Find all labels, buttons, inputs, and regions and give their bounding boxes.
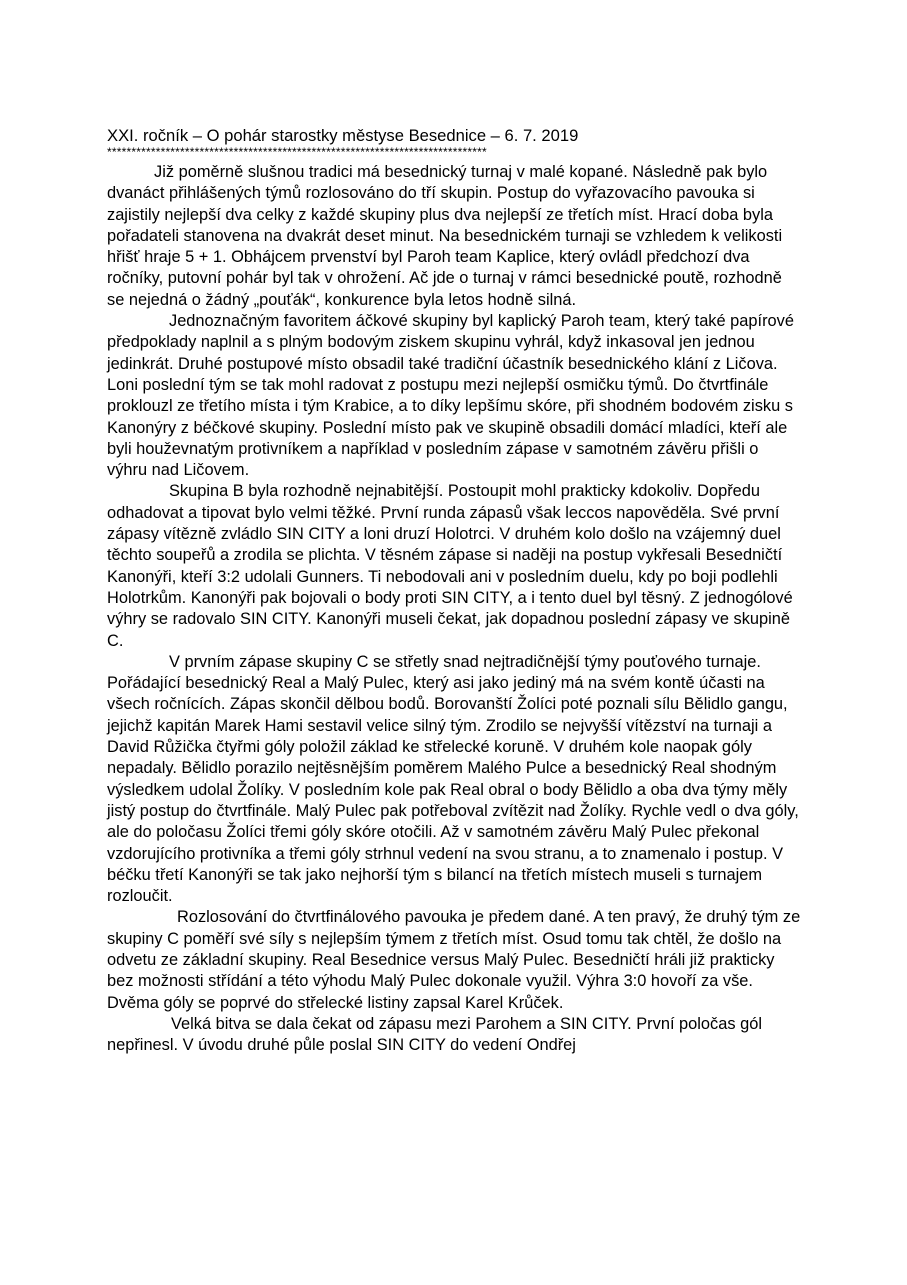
page-title: XXI. ročník – O pohár starostky městyse Besednice – 6. 7. 2019 bbox=[107, 126, 579, 145]
paragraph-paroh-vs-sin-city: Velká bitva se dala čekat od zápasu mezi Parohem a SIN CITY. První poločas gól nepřinesl. V úvodu druhé půle poslal SIN CITY do vedení Ondřej bbox=[107, 1014, 762, 1055]
paragraph-group-b: Skupina B byla rozhodně nejnabitější. Postoupit mohl prakticky kdokoliv. Dopředu odhadovat a tipovat bylo velmi těžké. První runda zápasů však leccos napověděla. Své první zápasy vítězně zvládlo SIN CITY a loni druzí Holotrci. V druhém kolo došlo na vzájemný duel těchto soupeřů a zrodila se plichta. V těsném zápase si naději na postup vykřesali Besedničtí Kanonýři, kteří 3:2 udolali Gunners. Ti nebodovali ani v posledním duelu, kdy po boji podlehli Holotrkům. Kanonýři pak bojovali o body proti SIN CITY, a i tento duel byl těsný. Z jednogólové výhry se radovalo SIN CITY. Kanonýři museli čekat, jak dopadnou poslední zápasy ve skupině C. bbox=[107, 482, 793, 650]
paragraph-intro: Již poměrně slušnou tradici má besednický turnaj v malé kopané. Následně pak bylo dvanáct přihlášených týmů rozlosováno do tří skupin. Postup do vyřazovacího pavouka si zajistily nejlepší dva celky z každé skupiny plus dva nejlepší ze třetích míst. Hrací doba byla pořadateli stanovena na dvakrát deset minut. Na besednickém turnaji se vzhledem k velikosti hřišť hraje 5 + 1. Obhájcem prvenství byl Paroh team Kaplice, který ovládl předchozí dva ročníky, putovní pohár byl tak v ohrožení. Ač jde o turnaj v rámci besednické poutě, rozhodně se nejedná o žádný „pouťák“, konkurence byla letos hodně silná. bbox=[107, 163, 783, 309]
paragraph-group-a: Jednoznačným favoritem áčkové skupiny byl kaplický Paroh team, který také papírové předpoklady naplnil a s plným bodovým ziskem skupinu vyhrál, když inkasoval jen jednou jedinkrát. Druhé postupové místo obsadil také tradiční účastník besednického klání z Ličova. Loni poslední tým se tak mohl radovat z postupu mezi nejlepší osmičku týmů. Do čtvrtfinále proklouzl ze třetího místa i tým Krabice, a to díky lepšímu skóre, při shodném bodovém zisku s Kanonýry z béčkové skupiny. Poslední místo pak ve skupině obsadili domácí mladíci, kteří ale byli houževnatým protivníkem a například v posledním zápase v samotném závěru přišli o výhru nad Ličovem. bbox=[107, 312, 794, 480]
paragraph-group-c: V prvním zápase skupiny C se střetly snad nejtradičnější týmy pouťového turnaje. Pořádající besednický Real a Malý Pulec, který asi jako jediný má na svém kontě účasti na všech ročnících. Zápas skončil dělbou bodů. Borovanští Žolíci poté poznali sílu Bělidlo gangu, jejichž kapitán Marek Hami sestavil velice silný tým. Zrodilo se nejvyšší vítězství na turnaji a David Růžička čtyřmi góly položil základ ke střelecké koruně. V druhém kole naopak góly nepadaly. Bělidlo porazilo nejtěsnějším poměrem Malého Pulce a besednický Real shodným výsledkem udolal Žolíky. V posledním kole pak Real obral o body Bělidlo a oba dva týmy měly jistý postup do čtvrtfinále. Malý Pulec pak potřeboval zvítězit nad Žolíky. Rychle vedl o dva góly, ale do poločasu Žolíci třemi góly skóre otočili. Až v samotném závěru Malý Pulec překonal vzdorujícího protivníka a třemi góly strhnul vedení na svou stranu, a to znamenalo i postup. V béčku třetí Kanonýři se tak jako nejhorší tým s bilancí na třetích místech museli s turnajem rozloučit. bbox=[107, 652, 799, 906]
separator-line: ****************************************************************************** bbox=[107, 146, 487, 158]
paragraph-quarterfinal-draw: Rozlosování do čtvrtfinálového pavouka je předem dané. A ten pravý, že druhý tým ze skupiny C poměří své síly s nejlepším týmem z třetích míst. Osud tomu tak chtěl, že došlo na odvetu ze základní skupiny. Real Besednice versus Malý Pulec. Besedničtí hráli již prakticky bez možnosti střídání a této výhodu Malý Pulec dokonale využil. Výhra 3:0 hovoří za vše. Dvěma góly se poprvé do střelecké listiny zapsal Karel Krůček. bbox=[107, 908, 801, 1012]
document-body bbox=[107, 126, 802, 1056]
